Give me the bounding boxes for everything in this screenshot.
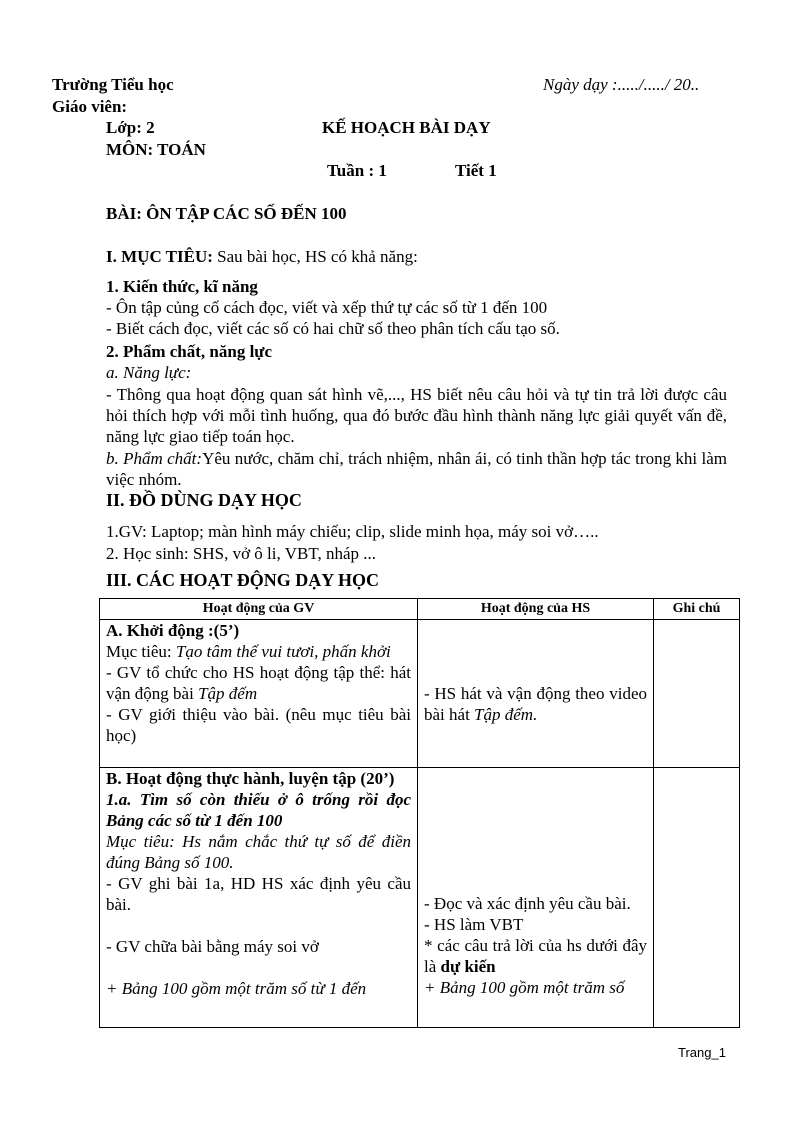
practice-title: B. Hoạt động thực hành, luyện tập (20’) [106, 769, 395, 788]
hs-cell-warmup [418, 620, 654, 768]
warmup-hs-step-1 [424, 683, 647, 725]
table-header-row [100, 599, 740, 620]
objectives-heading: I. MỤC TIÊU: [106, 247, 213, 266]
warmup-goal [106, 641, 411, 662]
practice-gv-step-1: - GV ghi bài 1a, HD HS xác định yêu cầu bài. [106, 874, 411, 914]
warmup-hs-step-1-text: - HS hát và vận động theo video bài hát [424, 684, 647, 724]
column-header-gv: Hoạt động của GV [100, 599, 418, 620]
quality-heading: 2. Phẩm chất, năng lực [106, 342, 273, 361]
objectives-intro: Sau bài học, HS có khả năng: [212, 247, 418, 266]
activities-heading: III. CÁC HOẠT ĐỘNG DẠY HỌC [106, 570, 380, 590]
table-row [100, 768, 740, 1028]
warmup-goal-text: Tạo tâm thế vui tươi, phấn khởi [175, 642, 391, 661]
document-title: KẾ HOẠCH BÀI DẠY [322, 118, 491, 137]
page-number: Trang_1 [678, 1045, 726, 1060]
knowledge-heading: 1. Kiến thức, kĩ năng [106, 277, 258, 296]
practice-task: 1.a. Tìm số còn thiếu ở ô trống rồi đọc Bảng các số từ 1 đến 100 [106, 790, 411, 830]
materials-item-1: 1.GV: Laptop; màn hình máy chiếu; clip, slide minh họa, máy soi vở….. [106, 522, 599, 541]
warmup-gv-step-2: - GV giới thiệu vào bài. (nêu mục tiêu bài học) [106, 705, 411, 745]
quality-paragraph [106, 448, 727, 490]
week-label: Tuần : 1 [327, 161, 387, 180]
teacher-label: Giáo viên: [52, 97, 128, 116]
quality-label: b. Phẩm chất: [106, 449, 203, 468]
note-cell-practice [654, 768, 740, 1028]
activities-table [99, 598, 740, 1028]
hs-cell-practice [418, 768, 654, 1028]
warmup-gv-step-1 [106, 662, 411, 704]
practice-hs-step-3 [424, 935, 647, 977]
lesson-title: BÀI: ÔN TẬP CÁC SỐ ĐẾN 100 [106, 204, 347, 223]
practice-gv-step-2: - GV chữa bài bằng máy soi vở [106, 937, 319, 956]
warmup-gv-step-1-text: - GV tổ chức cho HS hoạt động tập thể: hát vận động bài [106, 663, 411, 703]
knowledge-item-1: - Ôn tập củng cố cách đọc, viết và xếp thứ tự các số từ 1 đến 100 [106, 298, 548, 317]
practice-hs-step-3-text: * các câu trả lời của hs dưới đây là [424, 936, 647, 976]
table-row [100, 620, 740, 768]
warmup-song-title: Tập đếm [198, 684, 258, 703]
materials-heading: II. ĐỒ DÙNG DẠY HỌC [106, 490, 302, 510]
quality-text: Yêu nước, chăm chỉ, trách nhiệm, nhân ái, có tinh thần hợp tác trong khi làm việc nhóm. [106, 449, 727, 489]
teaching-date: Ngày dạy :...../...../ 20.. [543, 75, 700, 94]
materials-item-2: 2. Học sinh: SHS, vở ô li, VBT, nháp ... [106, 544, 376, 563]
objectives-line [106, 246, 418, 267]
warmup-goal-label: Mục tiêu: [106, 642, 176, 661]
gv-cell-warmup [100, 620, 418, 768]
ability-text: - Thông qua hoạt động quan sát hình vẽ,..., HS biết nêu câu hỏi và tự tin trả lời được câu hỏi thích hợp với mỗi tình huống, qua đó bước đầu hình thành năng lực giải quyết vấn đề, năng lực giao tiếp toán học. [106, 385, 727, 446]
knowledge-item-2: - Biết cách đọc, viết các số có hai chữ số theo phân tích cấu tạo số. [106, 319, 560, 338]
column-header-hs: Hoạt động của HS [418, 599, 654, 620]
period-label: Tiết 1 [455, 161, 497, 180]
gv-cell-practice [100, 768, 418, 1028]
grade-label: Lớp: 2 [106, 118, 155, 137]
ability-label: a. Năng lực: [106, 363, 192, 382]
column-header-note: Ghi chú [654, 599, 740, 620]
practice-hs-step-4: + Bảng 100 gồm một trăm số [424, 978, 625, 997]
note-cell-warmup [654, 620, 740, 768]
expected-label: dự kiến [440, 957, 496, 976]
practice-gv-step-3: + Bảng 100 gồm một trăm số từ 1 đến [106, 979, 367, 998]
practice-goal: Mục tiêu: Hs nắm chắc thứ tự số để điền đúng Bảng số 100. [106, 832, 411, 872]
warmup-title: A. Khởi động :(5’) [106, 621, 240, 640]
practice-hs-step-1: - Đọc và xác định yêu cầu bài. [424, 894, 631, 913]
warmup-hs-song-title: Tập đếm. [474, 705, 538, 724]
school-name: Trường Tiểu học [52, 75, 174, 94]
practice-hs-step-2: - HS làm VBT [424, 915, 524, 934]
subject-label: MÔN: TOÁN [106, 140, 206, 159]
